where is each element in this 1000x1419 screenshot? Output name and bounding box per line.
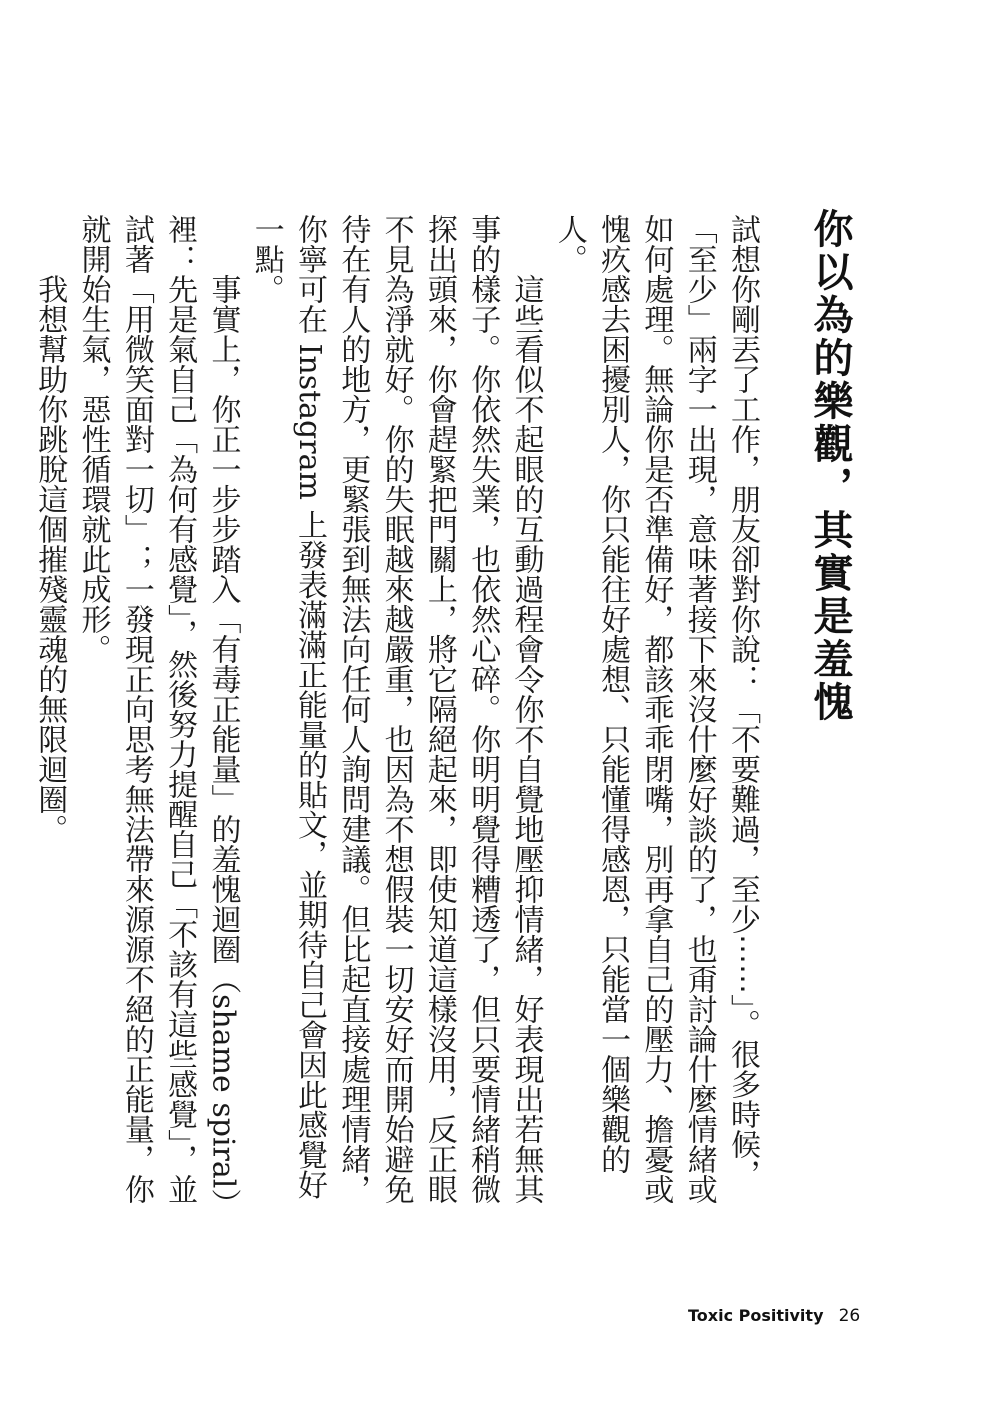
paragraph-4: 我想幫助你跳脫這個摧殘靈魂的無限迴圈。	[32, 274, 68, 844]
paragraph-2: 這些看似不起眼的互動過程會令你不自覺地壓抑情緒，好表現出若無其事的樣子。你依然失業，也依然心碎。你明明覺得糟透了，但只要情緒稍微探出頭來，你會趕緊把門關上，將它隔絕起來，即使知道這樣沒用，反正眼不見為淨就好。你的失眠越來越嚴重，也因為不想假裝一切安好而開始避免待在有人的地方，更緊張到無法向任何人詢問建議。但比起直接處理情緒，你寧可在 Instagram 上發表滿滿正能量的貼文，並期待自己會因此感覺好一點。	[248, 214, 544, 1204]
body-text	[28, 214, 764, 1214]
page-number: 26	[838, 1306, 861, 1326]
paragraph-3: 事實上，你正一步步踏入「有毒正能量」的羞愧迴圈（shame spiral）裡：先是氣自己「為何有感覺」，然後努力提醒自己「不該有這些感覺」，並試著「用微笑面對一切」；一發現正向思考無法帶來源源不絕的正能量，你就開始生氣，惡性循環就此成形。	[75, 214, 241, 1204]
paragraph-1: 試想你剛丟了工作，朋友卻對你說：「不要難過，至少⋯⋯」。很多時候，「至少」兩字一出現，意味著接下來沒什麼好談的了，也甭討論什麼情緒或如何處理。無論你是否準備好，都該乖乖閉嘴，別再拿自己的壓力、擔憂或愧疚感去困擾別人，你只能往好處想、只能懂得感恩，只能當一個樂觀的人。	[551, 214, 760, 1204]
page-footer	[688, 1306, 860, 1332]
chapter-title: 你以為的樂觀，其實是羞愧	[807, 208, 853, 724]
running-footer-title: Toxic Positivity	[688, 1306, 824, 1325]
